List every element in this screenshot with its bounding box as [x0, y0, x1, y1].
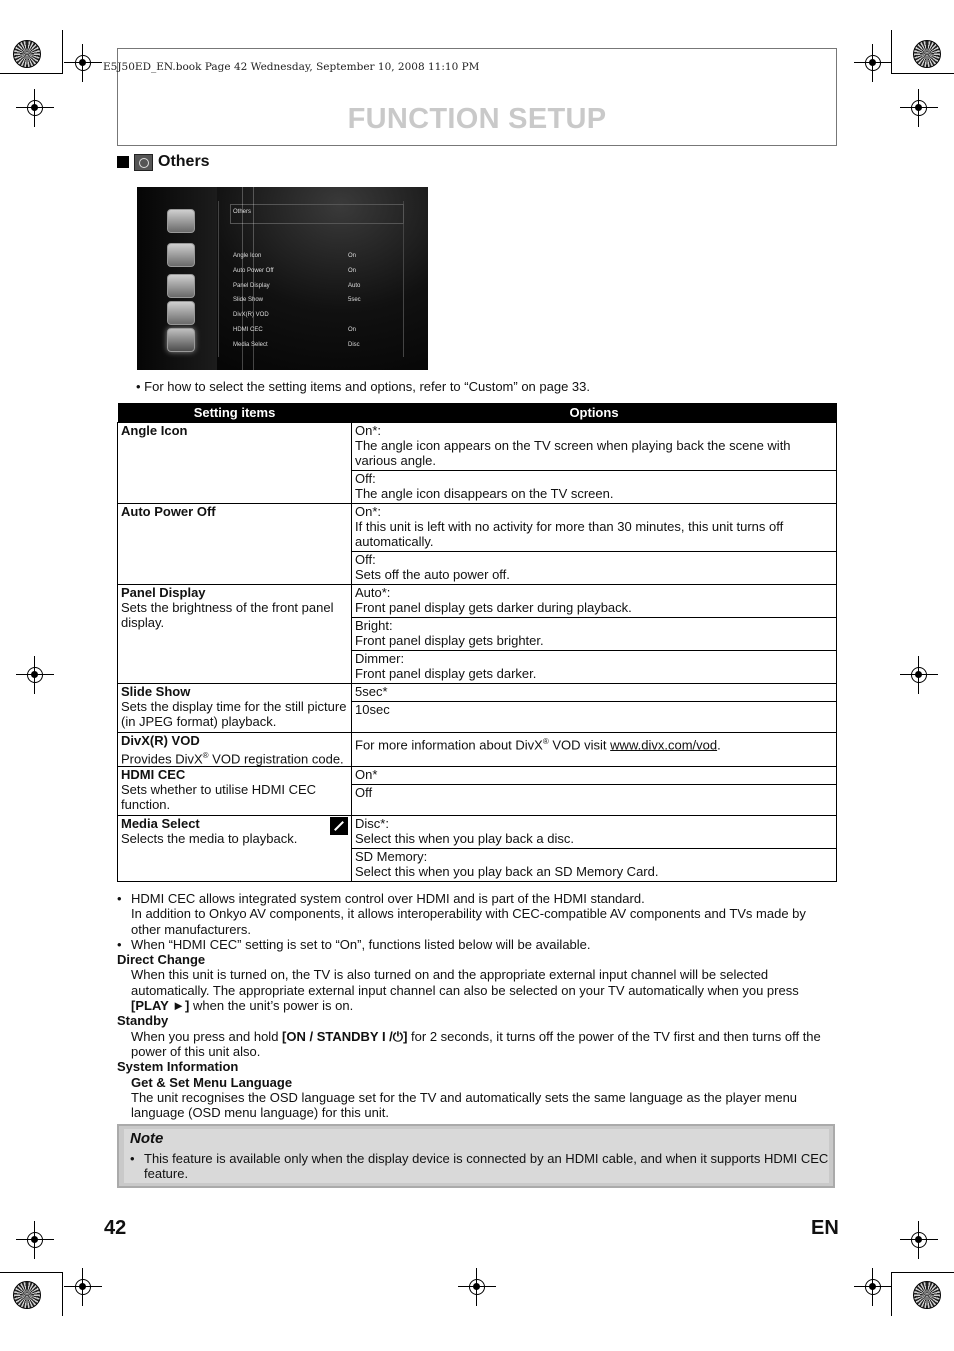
setting-item-desc: Provides DivX® VOD registration code. — [121, 751, 344, 767]
setting-item-cell — [118, 684, 352, 733]
crop-mark — [891, 1272, 892, 1316]
options-cell — [352, 504, 837, 585]
options-cell — [352, 733, 837, 767]
column-header: Options — [352, 403, 837, 423]
option-label: Auto*: — [355, 585, 391, 600]
others-gear-icon — [167, 328, 195, 352]
option-label: Off — [355, 785, 373, 801]
option-label: Disc*: — [355, 816, 389, 832]
crop-mark — [892, 73, 954, 74]
setting-item-desc: Sets the brightness of the front panel display. — [121, 600, 334, 630]
option-block — [352, 849, 836, 881]
audio-icon — [167, 274, 195, 298]
option-label: On*: — [355, 504, 382, 519]
setting-item-cell — [118, 423, 352, 504]
option-block — [352, 423, 836, 471]
setting-item-cell — [118, 504, 352, 585]
option-text: If this unit is left with no activity for more than 30 minutes, this unit turns off automatically. — [355, 519, 784, 549]
option-block — [352, 585, 836, 618]
crosshair-icon — [72, 52, 94, 74]
setting-item-desc: Sets whether to utilise HDMI CEC function. — [121, 782, 317, 813]
standby-text: When you press and hold [ON / STANDBY I /⏻] for 2 seconds, it turns off the power of the TV first and then turns off the power of this unit also. — [131, 1028, 821, 1059]
registration-target-icon — [13, 1281, 41, 1309]
setting-item-name: Media Select — [121, 816, 200, 832]
option-text: Sets off the auto power off. — [355, 567, 510, 582]
table-row — [118, 504, 837, 585]
others-icon — [134, 154, 153, 171]
note-box — [117, 1124, 835, 1188]
square-bullet-icon — [117, 156, 129, 168]
option-text: Select this when you play back a disc. — [355, 831, 574, 847]
option-label: On*: — [355, 423, 382, 438]
help-line: • For how to select the setting items and options, refer to “Custom” on page 33. — [136, 379, 591, 394]
option-label: Bright: — [355, 618, 393, 633]
setting-item-name: Auto Power Off — [121, 504, 216, 519]
crosshair-icon — [862, 1276, 884, 1298]
crop-mark — [891, 30, 892, 74]
osd-row: Angle Icon On — [233, 253, 357, 259]
table-row — [118, 585, 837, 684]
get-set-text: The unit recognises the OSD language set for the TV and automatically sets the same language as the player menu language (OSD menu language) for this unit. — [131, 1089, 798, 1121]
section-heading — [117, 153, 210, 171]
osd-title: Others — [233, 209, 252, 215]
options-cell — [352, 585, 837, 684]
options-cell — [352, 816, 837, 882]
setting-item-cell — [118, 816, 352, 882]
table-row — [118, 767, 837, 816]
option-text: The angle icon disappears on the TV screen. — [355, 486, 614, 501]
crop-mark — [62, 1272, 63, 1316]
subheading-get-set-menu-language: Get & Set Menu Language — [131, 1074, 293, 1090]
table-row — [118, 816, 837, 882]
crosshair-icon — [72, 1276, 94, 1298]
crosshair-icon — [908, 664, 930, 686]
option-text: Front panel display gets darker during playback. — [355, 600, 632, 615]
setting-item-name: DivX(R) VOD — [121, 733, 200, 748]
setting-item-cell — [118, 767, 352, 816]
osd-row: DivX(R) VOD — [233, 312, 269, 318]
option-label: Dimmer: — [355, 651, 405, 666]
parental-icon — [167, 301, 195, 325]
subheading-direct-change: Direct Change — [117, 952, 206, 968]
print-stamp: E5J50ED_EN.book Page 42 Wednesday, September 10, 2008 11:10 PM — [103, 61, 480, 73]
osd-screenshot — [137, 187, 428, 370]
crosshair-icon — [908, 1229, 930, 1251]
option-block — [352, 651, 836, 683]
registration-target-icon — [913, 1281, 941, 1309]
option-block — [352, 552, 836, 584]
osd-row: Slide Show 5sec — [233, 297, 361, 303]
setting-item-desc: Sets the display time for the still picture (in JPEG format) playback. — [121, 699, 347, 729]
section-title: Others — [158, 153, 210, 170]
bullet-note: • When “HDMI CEC” setting is set to “On”, functions listed below will be available. — [117, 937, 837, 952]
option-label: Off: — [355, 471, 376, 486]
hdmi-cec-notes — [117, 891, 837, 1120]
option-text: Select this when you play back an SD Memory Card. — [355, 864, 659, 880]
setting-item-name: Slide Show — [121, 684, 191, 699]
column-header: Setting items — [118, 403, 352, 423]
option-text: Front panel display gets brighter. — [355, 633, 544, 648]
subheading-standby: Standby — [117, 1013, 169, 1029]
osd-row: Panel Display Auto — [233, 283, 361, 289]
crop-mark — [0, 73, 62, 74]
setting-item-name: HDMI CEC — [121, 767, 186, 783]
option-block — [352, 504, 836, 552]
option-block: For more information about DivX® VOD visit www.divx.com/vod. — [355, 737, 721, 753]
option-block — [352, 702, 836, 732]
option-text: Front panel display gets darker. — [355, 666, 537, 681]
registration-target-icon — [913, 40, 941, 68]
crosshair-icon — [24, 664, 46, 686]
options-cell — [352, 684, 837, 733]
note-text: • This feature is available only when the display device is connected by an HDMI cable, and when it supports HDMI CEC feature. — [130, 1151, 834, 1182]
subheading-system-information: System Information — [117, 1059, 239, 1075]
crosshair-icon — [24, 1229, 46, 1251]
option-block — [352, 816, 836, 849]
page-title: FUNCTION SETUP — [347, 103, 607, 135]
setting-item-name: Panel Display — [121, 585, 206, 600]
table-row — [118, 423, 837, 504]
option-block — [352, 471, 836, 503]
option-label: 5sec* — [355, 684, 388, 699]
options-cell — [352, 423, 837, 504]
crop-mark — [892, 1272, 954, 1273]
osd-row: HDMI CEC On — [233, 327, 357, 333]
option-block — [352, 684, 836, 702]
osd-title-box — [230, 204, 404, 224]
table-row — [118, 684, 837, 733]
note-title: Note — [130, 1130, 164, 1147]
page-number: 42 — [104, 1217, 127, 1239]
osd-panel — [218, 201, 404, 357]
table-row — [118, 733, 837, 767]
options-cell — [352, 767, 837, 816]
language-icon — [167, 209, 195, 233]
option-block — [352, 618, 836, 651]
table-header-row — [118, 403, 837, 423]
registration-target-icon — [13, 40, 41, 68]
divx-vod-link[interactable]: www.divx.com/vod — [610, 737, 718, 753]
display-icon — [167, 243, 195, 267]
setting-item-cell — [118, 733, 352, 767]
option-label: Off: — [355, 552, 376, 567]
crop-mark — [62, 30, 63, 74]
option-text: The angle icon appears on the TV screen when playing back the scene with various angle. — [355, 438, 791, 468]
crop-mark — [0, 1272, 62, 1273]
crosshair-icon — [862, 52, 884, 74]
osd-row: Media Select Disc — [233, 342, 360, 348]
setting-item-desc: Selects the media to playback. — [121, 831, 298, 847]
wrench-icon — [330, 817, 348, 835]
option-block — [352, 767, 836, 785]
option-block — [352, 785, 836, 815]
option-label: On* — [355, 767, 378, 783]
bullet-note: • HDMI CEC allows integrated system control over HDMI and is part of the HDMI standard. In addition to Onkyo AV components, it allows interoperability with CEC-compatible AV components and TVs made by other manufacturers. — [117, 891, 837, 937]
crosshair-icon — [466, 1276, 488, 1298]
setting-item-name: Angle Icon — [121, 423, 188, 438]
option-label: 10sec — [355, 702, 390, 717]
language-code: EN — [811, 1217, 839, 1239]
options-table — [117, 403, 837, 882]
direct-change-text: When this unit is turned on, the TV is also turned on and the appropriate external input channel will be selected automatically. The appropriate external input channel can also be selected on your TV automatically when you press [PLAY ►] when the unit’s power is on. — [131, 967, 799, 1014]
option-label: SD Memory: — [355, 849, 428, 865]
osd-row: Auto Power Off On — [233, 268, 357, 274]
setting-item-cell — [118, 585, 352, 684]
